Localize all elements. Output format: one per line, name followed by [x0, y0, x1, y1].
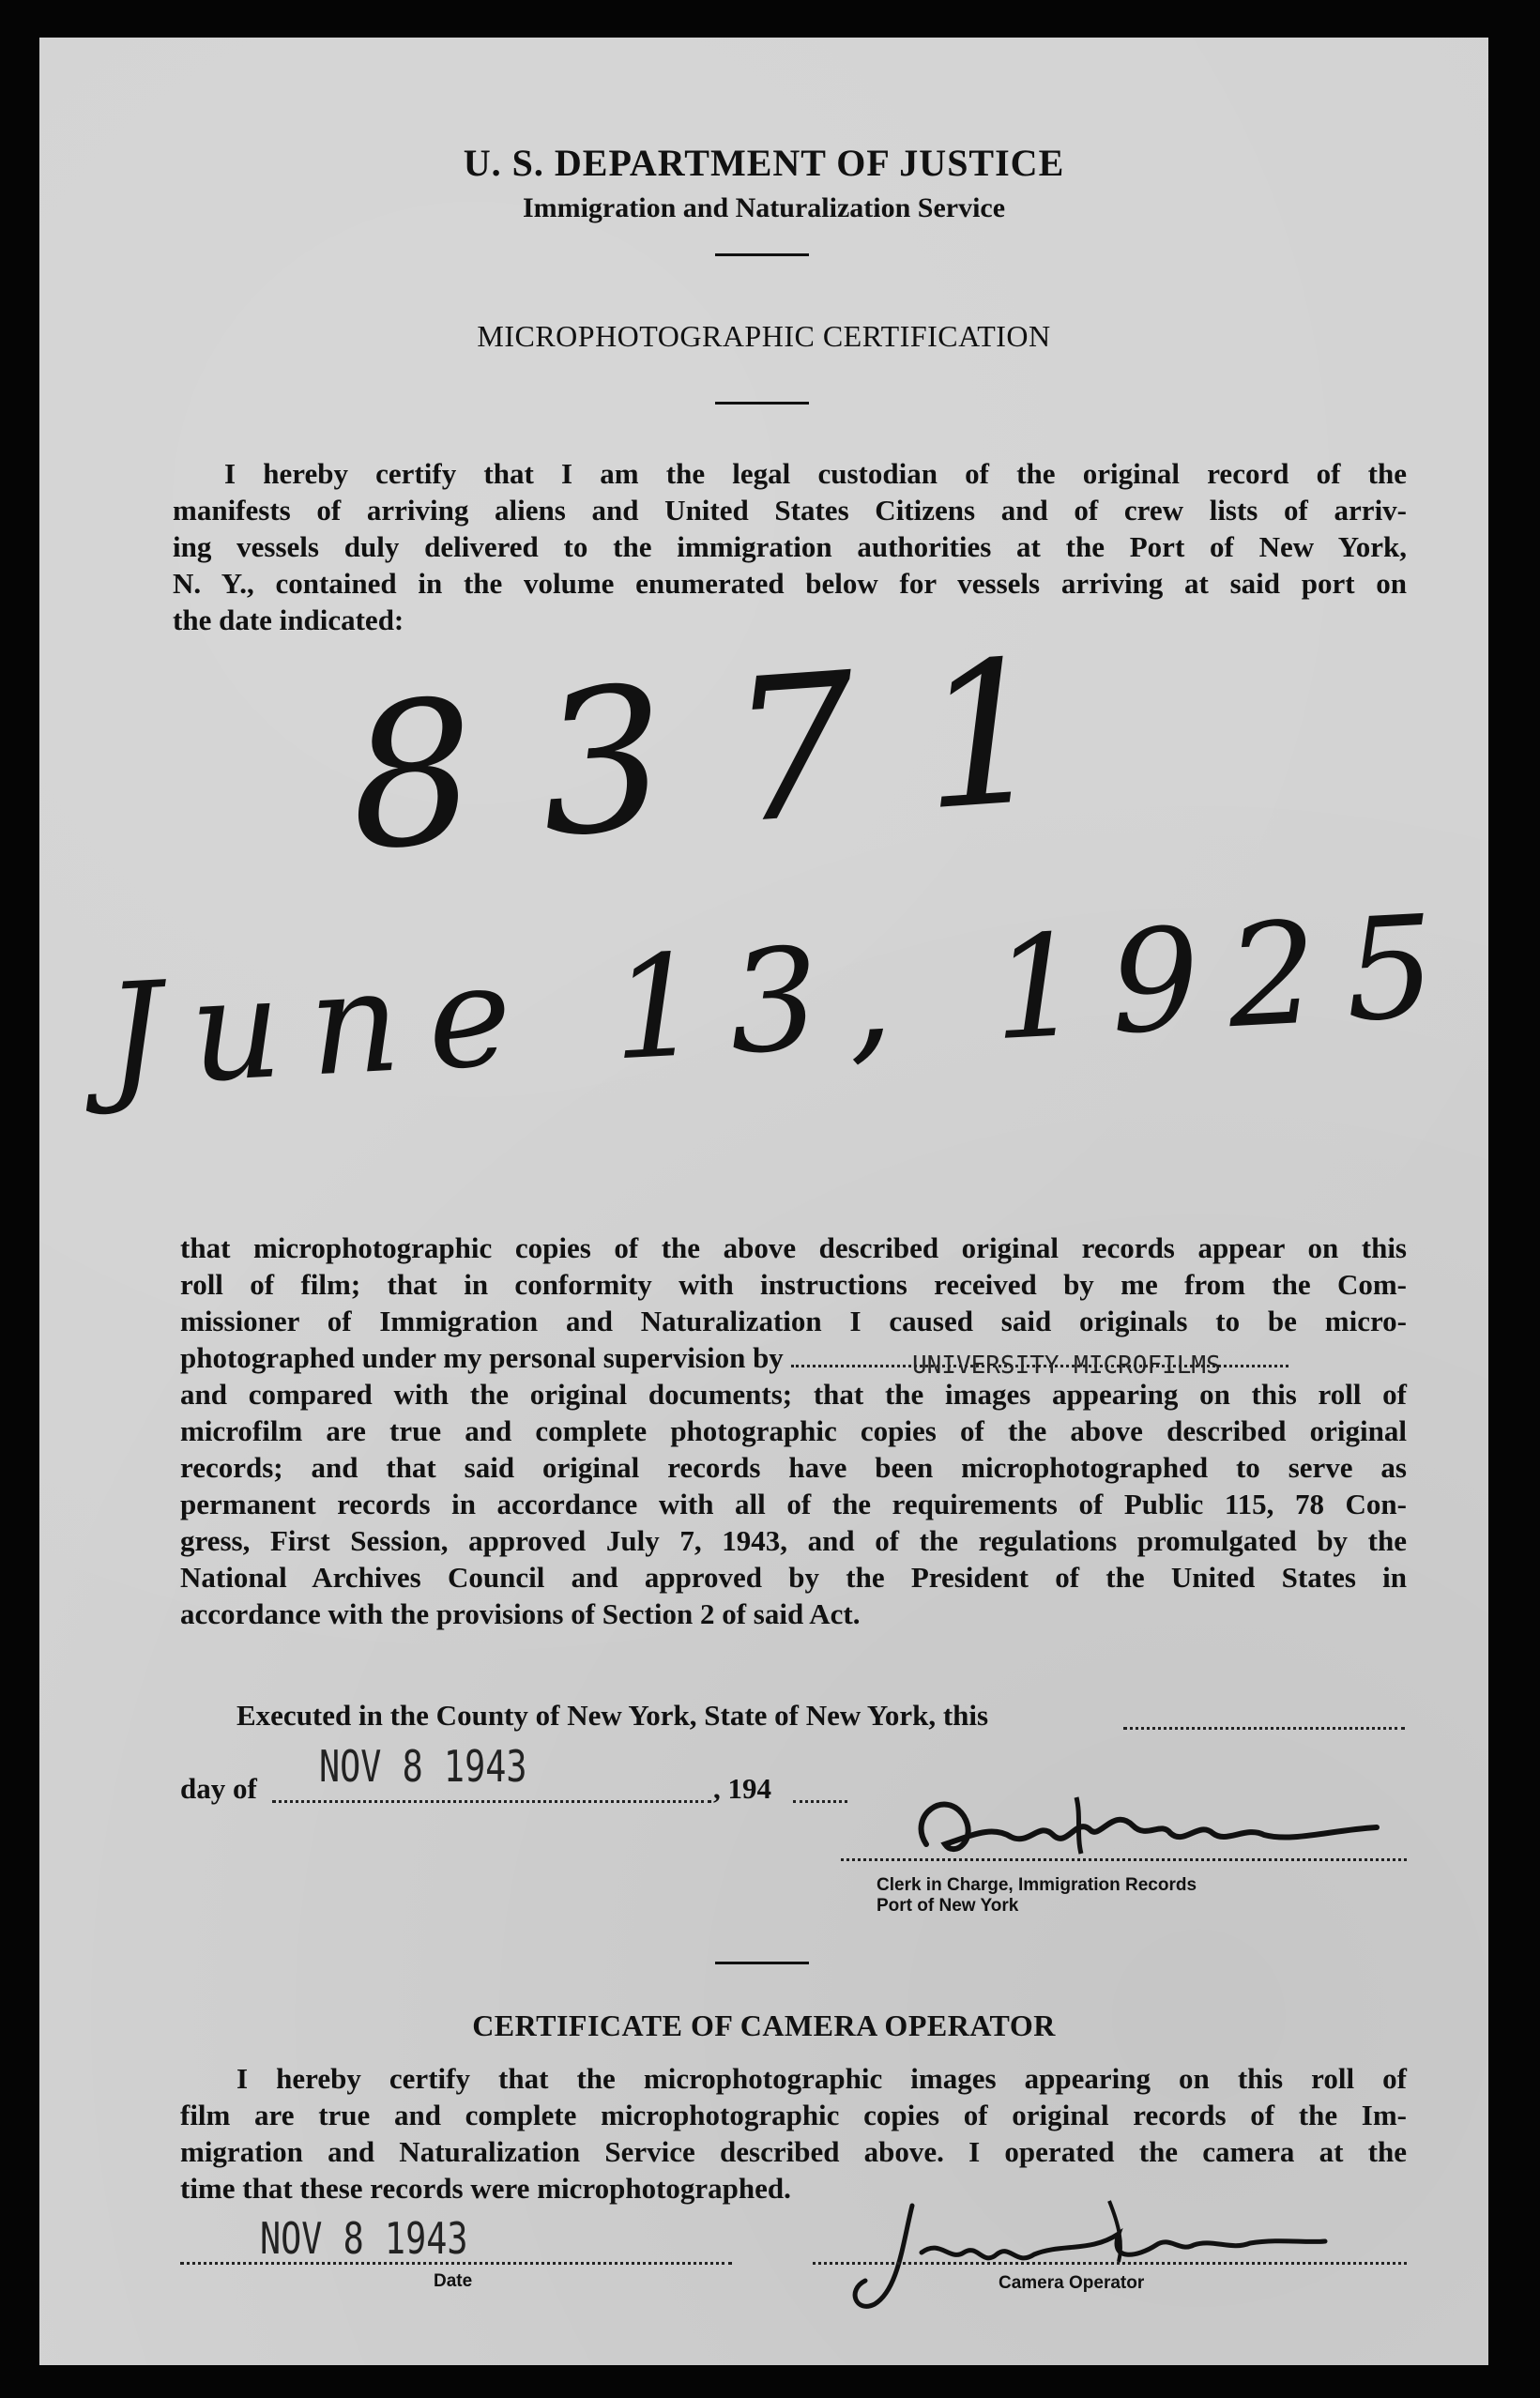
clerk-signature-line — [841, 1858, 1407, 1861]
certification-title: MICROPHOTOGRAPHIC CERTIFICATION — [477, 319, 1051, 353]
handwritten-volume-number: 8371 — [342, 611, 1121, 895]
date-blank-line — [180, 2262, 732, 2265]
day-of-label: day of — [180, 1772, 257, 1805]
camera-certificate-title: CERTIFICATE OF CAMERA OPERATOR — [472, 2009, 1056, 2042]
year-blank-line — [793, 1800, 847, 1803]
paragraph-line: missioner of Immigration and Naturalization I caused said originals to be micro- — [180, 1305, 1407, 1337]
date-caption: Date — [434, 2271, 473, 2291]
certificate-page — [39, 38, 1488, 2365]
microfilm-company-stamp: UNIVERSITY MICROFILMS — [912, 1352, 1221, 1380]
camera-operator-signature — [809, 2187, 1334, 2318]
paragraph-line: photographed under my personal supervision by — [180, 1339, 1407, 1376]
operator-caption: Camera Operator — [999, 2273, 1145, 2293]
paragraph-line: accordance with the provisions of Section 2 of said Act. — [180, 1597, 861, 1630]
paragraph-line: ing vessels duly delivered to the immigration authorities at the Port of New York, — [173, 530, 1407, 563]
handwritten-arrival-date: June 13, 1925 — [101, 884, 1468, 1119]
service-subtitle: Immigration and Naturalization Service — [522, 192, 1006, 223]
operator-date-stamp: NOV 8 1943 — [260, 2213, 468, 2264]
paragraph-line: manifests of arriving aliens and United States Citizens and of crew lists of arriv- — [173, 494, 1407, 527]
paragraph-line: permanent records in accordance with all of the requirements of Public 115, 78 Con- — [180, 1488, 1407, 1520]
paragraph-line: I hereby certify that I am the legal custodian of the original record of the — [224, 457, 1407, 490]
paragraph-line: I hereby certify that the microphotographic images appearing on this roll of — [236, 2062, 1407, 2095]
microphotograph-paragraph — [180, 1230, 1407, 1632]
paragraph-line: records; and that said original records have been microphotographed to serve as — [180, 1451, 1407, 1484]
year-prefix: , 194 — [713, 1772, 771, 1805]
paragraph-line: microfilm are true and complete photographic copies of the above described original — [180, 1414, 1407, 1447]
custodian-paragraph — [173, 455, 1407, 638]
execution-date-stamp: NOV 8 1943 — [319, 1741, 527, 1792]
paragraph-line: and compared with the original documents; that the images appearing on this roll of — [180, 1378, 1407, 1411]
divider-rule — [715, 402, 809, 405]
paragraph-line: time that these records were microphotographed. — [180, 2172, 791, 2205]
paragraph-line: National Archives Council and approved by the President of the United States in — [180, 1561, 1407, 1594]
camera-operator-paragraph — [180, 2060, 1407, 2207]
day-blank-line — [1123, 1727, 1405, 1730]
divider-rule — [715, 1962, 809, 1964]
paragraph-line: N. Y., contained in the volume enumerated below for vessels arriving at said port on — [173, 567, 1407, 600]
department-title: U. S. DEPARTMENT OF JUSTICE — [463, 142, 1065, 184]
divider-rule — [715, 253, 809, 256]
paragraph-line: the date indicated: — [173, 603, 404, 636]
clerk-port-caption: Port of New York — [877, 1896, 1019, 1916]
paragraph-line: migration and Naturalization Service described above. I operated the camera at the — [180, 2135, 1407, 2168]
paragraph-line: film are true and complete microphotographic copies of original records of the Im- — [180, 2099, 1407, 2131]
clerk-caption: Clerk in Charge, Immigration Records — [877, 1875, 1197, 1895]
month-blank-line — [272, 1800, 711, 1803]
execution-statement: Executed in the County of New York, State of New York, this — [236, 1699, 989, 1732]
operator-signature-line — [813, 2262, 1407, 2265]
paragraph-line: that microphotographic copies of the above described original records appear on this — [180, 1231, 1407, 1264]
paragraph-line: gress, First Session, approved July 7, 1943, and of the regulations promulgated by the — [180, 1524, 1407, 1557]
paragraph-line: roll of film; that in conformity with instructions received by me from the Com- — [180, 1268, 1407, 1301]
